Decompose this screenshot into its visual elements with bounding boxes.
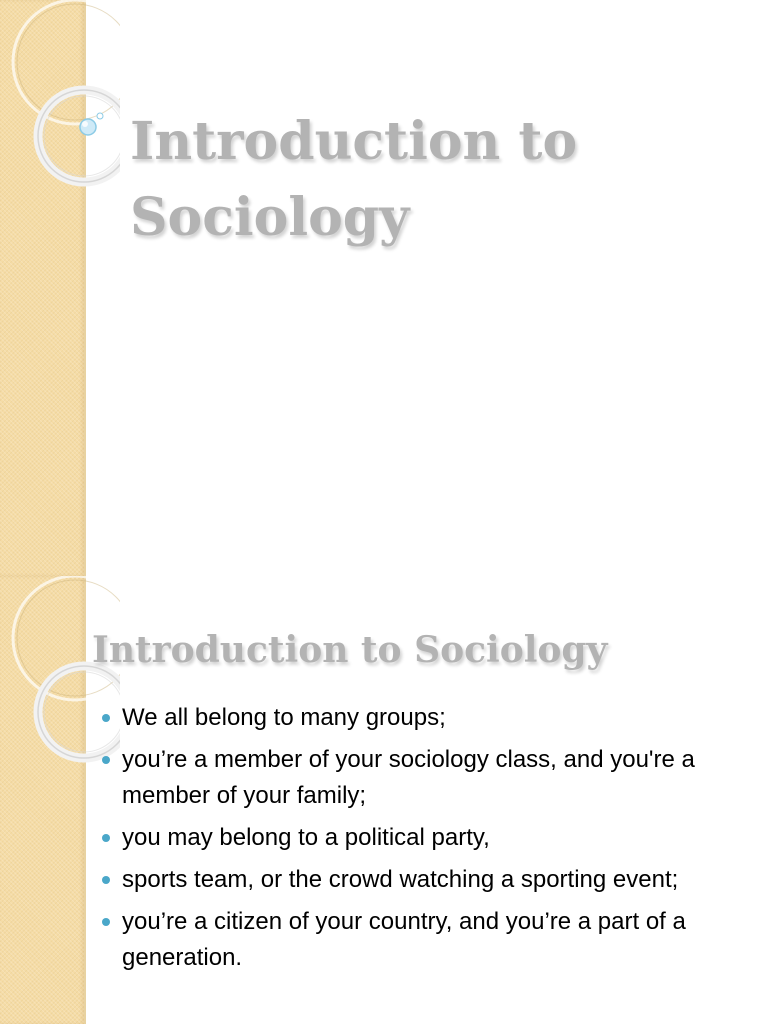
list-item <box>100 820 740 856</box>
list-item <box>100 700 740 736</box>
bullet-dot <box>102 918 110 926</box>
list-item <box>100 862 740 898</box>
bullet-text: you may belong to a political party, <box>122 824 490 851</box>
bullet-dot <box>102 756 110 764</box>
bullet-list <box>100 700 740 982</box>
list-item <box>100 742 740 814</box>
bullet-text: We all belong to many groups; <box>122 704 446 731</box>
content-slide <box>0 576 768 1024</box>
bullet-dot <box>102 834 110 842</box>
bullet-dot <box>102 876 110 884</box>
bullet-text: sports team, or the crowd watching a sporting event; <box>122 866 679 893</box>
bullet-dot <box>102 714 110 722</box>
list-item <box>100 904 740 976</box>
bullet-text: you’re a member of your sociology class, and you're a member of your family; <box>122 746 695 809</box>
bead-icon <box>0 0 120 200</box>
slide-title: Introduction to Sociology <box>92 629 608 671</box>
slide-title: Introduction to Sociology <box>130 111 578 248</box>
bullet-text: you’re a citizen of your country, and you’re a part of a generation. <box>122 908 686 971</box>
